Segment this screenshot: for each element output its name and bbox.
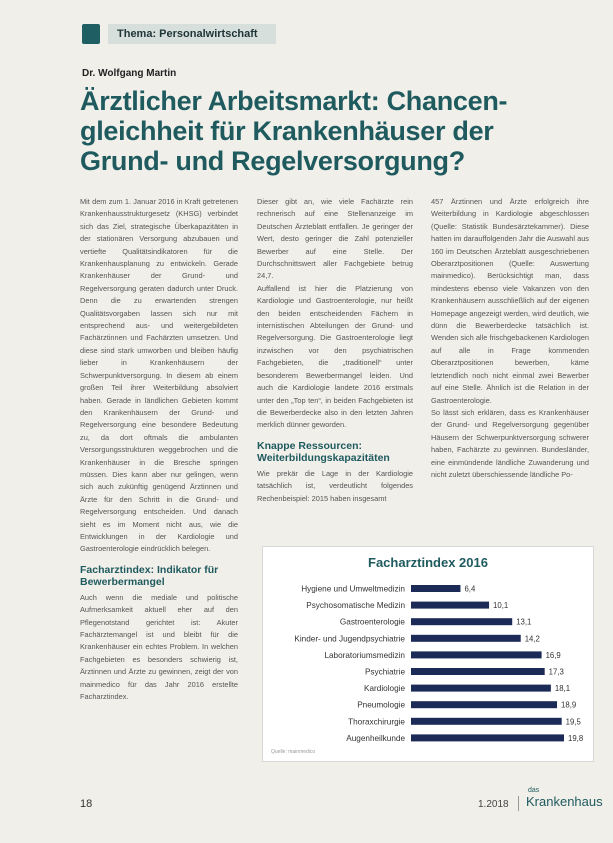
value-label: 19,8 bbox=[568, 733, 584, 743]
bar bbox=[411, 585, 460, 592]
article-title-line: Ärztlicher Arbeitsmarkt: Chancen- bbox=[80, 86, 508, 116]
chart-title: Facharztindex 2016 bbox=[368, 555, 488, 570]
category-label: Thoraxchirurgie bbox=[348, 717, 405, 727]
category-label: Kardiologie bbox=[364, 684, 405, 694]
bar bbox=[411, 701, 557, 708]
text-column-2 bbox=[257, 196, 413, 505]
section-heading: Knappe Ressourcen: Weiterbildungskapazitäten bbox=[257, 439, 390, 464]
bar bbox=[411, 718, 562, 725]
value-label: 17,3 bbox=[548, 667, 564, 677]
logo-name: Krankenhaus bbox=[526, 794, 603, 809]
bar bbox=[411, 685, 551, 692]
article-title bbox=[80, 86, 560, 176]
bar bbox=[411, 635, 521, 642]
category-label: Laboratoriumsmedizin bbox=[324, 650, 405, 660]
category-label: Psychosomatische Medizin bbox=[306, 601, 405, 611]
bar bbox=[411, 602, 489, 609]
category-label: Gastroenterologie bbox=[339, 617, 405, 627]
category-label: Kinder- und Jugendpsychiatrie bbox=[294, 634, 405, 644]
category-label: Augenheilkunde bbox=[346, 733, 405, 743]
category-label: Pneumologie bbox=[357, 700, 405, 710]
author-name: Dr. Wolfgang Martin bbox=[82, 68, 177, 79]
chart-plot bbox=[263, 547, 593, 761]
body-paragraph: Auffallend ist hier die Platzierung von Kardiologie und Gastroenterologie, nur heißt den beiden entscheidenden Fächern in internistischen Abteilungen der Grund- und Regelversorgung. Die Gastroenterologie liegt inzwischen vor den psychiatrischen Fachgebieten, die „traditionell“ unter besonderem Bewerbermangel leiden. Und auch die Kardiologie landete 2016 erstmals unter den „Top ten“, in beiden Fachgebieten ist die Bewerberdecke also in den letzten Jahren merklich dünner geworden. bbox=[257, 283, 413, 430]
value-label: 19,5 bbox=[565, 717, 581, 727]
body-paragraph: 457 Ärztinnen und Ärzte erfolgreich ihre Weiterbildung in Kardiologie abgeschlossen (Quelle: Statistik Bundesärztekammer). Diese hatten im darauffolgenden Jahr die Auswahl aus 160 im Deutschen Ärzteblatt ausgeschriebenen Oberarztpositionen (Quelle: Auswertung mainmedico). Berücksichtigt man, dass mindestens ebenso viele Vakanzen von den Krankenhäusern ausschließlich auf der eigenen Homepage angezeigt werden, wird deutlich, wie dünn die Bewerberdecke tatsächlich ist. Wenden sich alle frischgebackenen Kardiologen auf alle in Frage kommenden Oberarztpositionen bewerben, käme letztendlich noch nicht einmal zwei Bewerber auf eine Stelle. Ähnlich ist die Relation in der Gastroenterologie. bbox=[431, 197, 589, 405]
chart-source: Quelle: mainmedico bbox=[271, 749, 316, 755]
section-marker bbox=[82, 24, 100, 44]
article-title-line: Grund- und Regelversorgung? bbox=[80, 146, 465, 176]
page-number: 18 bbox=[80, 798, 93, 810]
body-paragraph: Dieser gibt an, wie viele Fachärzte rein rechnerisch auf eine Stellenanzeige im Deutschen Ärzteblatt entfallen. Je geringer der Wert, desto geringer die Zahl potenzieller Bewerber auf eine Stelle. Der Durchschnittswert aller Fachgebiete betrug 24,7. bbox=[257, 197, 413, 281]
magazine-logo bbox=[526, 787, 603, 809]
body-paragraph: Auch wenn die mediale und politische Aufmerksamkeit aktuell eher auf den Pflegenotstand gerichtet ist: Akuter Fachärztemangel ist und bleibt für die Krankenhäuser ein echtes Problem. In welchen Fachgebieten es besonders schwierig ist, Ärztinnen und Ärzte zu gewinnen, zeigt der von mainmedico für das Jahr 2016 erstellte Facharztindex. bbox=[80, 592, 238, 702]
body-paragraph: Mit dem zum 1. Januar 2016 in Kraft getretenen Krankenhausstrukturgesetz (KHSG) verbindet sich das Ziel, strategische Überkapazitäten in der stationären Versorgung abzubauen und vertiefte Qualitätsindikatoren für die Krankenhausplanung zu entwickeln. Gerade Krankenhäuser der Grund- und Regelversorgung geraten dadurch unter Druck. Denn die zu erwartenden strengen Qualitätsvorgaben lassen sich nur mit entsprechend aus- und weitergebildeten Fachärztinnen und Fachärzten umsetzen. Und diese sind stark umworben und bleiben häufig lieber in Krankenhäusern der Schwerpunktversorgung. In diesem ab einem großen Teil ihrer Weiterbildung absolviert haben. Gerade in ländlichen Gebieten kommt den Krankenhäusern der Grund- und Regelversorgung eine besondere Bedeutung zu, da dort oftmals die ambulanten Versorgungsstrukturen weggebrochen und die Krankenhäuser in die Bresche springen müssen. Dies kann aber nur gelingen, wenn sich auch zukünftig genügend Ärztinnen und Ärzte für den Schritt in die Grund- und Regelversorgung entscheiden. Und danach sieht es im Moment nicht aus, wie die Entwicklungen in der Kardiologie und Gastroenterologie eindrücklich belegen. bbox=[80, 197, 238, 554]
section-label: Thema: Personalwirtschaft bbox=[108, 24, 276, 44]
value-label: 14,2 bbox=[524, 634, 540, 644]
value-label: 13,1 bbox=[516, 617, 532, 627]
value-label: 18,1 bbox=[554, 684, 571, 694]
value-label: 10,1 bbox=[493, 601, 509, 611]
text-column-3 bbox=[431, 196, 589, 481]
facharztindex-chart bbox=[262, 546, 594, 762]
value-label: 18,9 bbox=[561, 700, 577, 710]
bar bbox=[411, 668, 545, 675]
issue-number: 1.2018 bbox=[478, 799, 509, 810]
body-paragraph: So lässt sich erklären, dass es Krankenhäuser der Grund- und Regelversorgung gegenüber Häusern der Schwerpunktversorgung schwerer haben, Fachärzte zu gewinnen. Bundesländer, eine einmündende ländliche Zuwanderung und nicht zuletzt überschiessende ländliche Po- bbox=[431, 407, 589, 479]
logo-prefix: das bbox=[528, 787, 540, 794]
value-label: 16,9 bbox=[545, 650, 561, 660]
category-label: Psychiatrie bbox=[364, 667, 405, 677]
category-label: Hygiene und Umweltmedizin bbox=[301, 584, 405, 594]
footer-divider bbox=[518, 796, 519, 811]
text-column-1 bbox=[80, 196, 238, 703]
bar bbox=[411, 651, 542, 658]
value-label: 6,4 bbox=[464, 584, 476, 594]
article-title-line: gleichheit für Krankenhäuser der bbox=[80, 116, 494, 146]
bar bbox=[411, 734, 564, 741]
section-heading: Facharztindex: Indikator für Bewerbermangel bbox=[80, 563, 219, 588]
body-paragraph: Wie prekär die Lage in der Kardiologie tatsächlich ist, verdeutlicht folgendes Rechenbeispiel: 2015 haben insgesamt bbox=[257, 468, 413, 503]
bar bbox=[411, 618, 512, 625]
